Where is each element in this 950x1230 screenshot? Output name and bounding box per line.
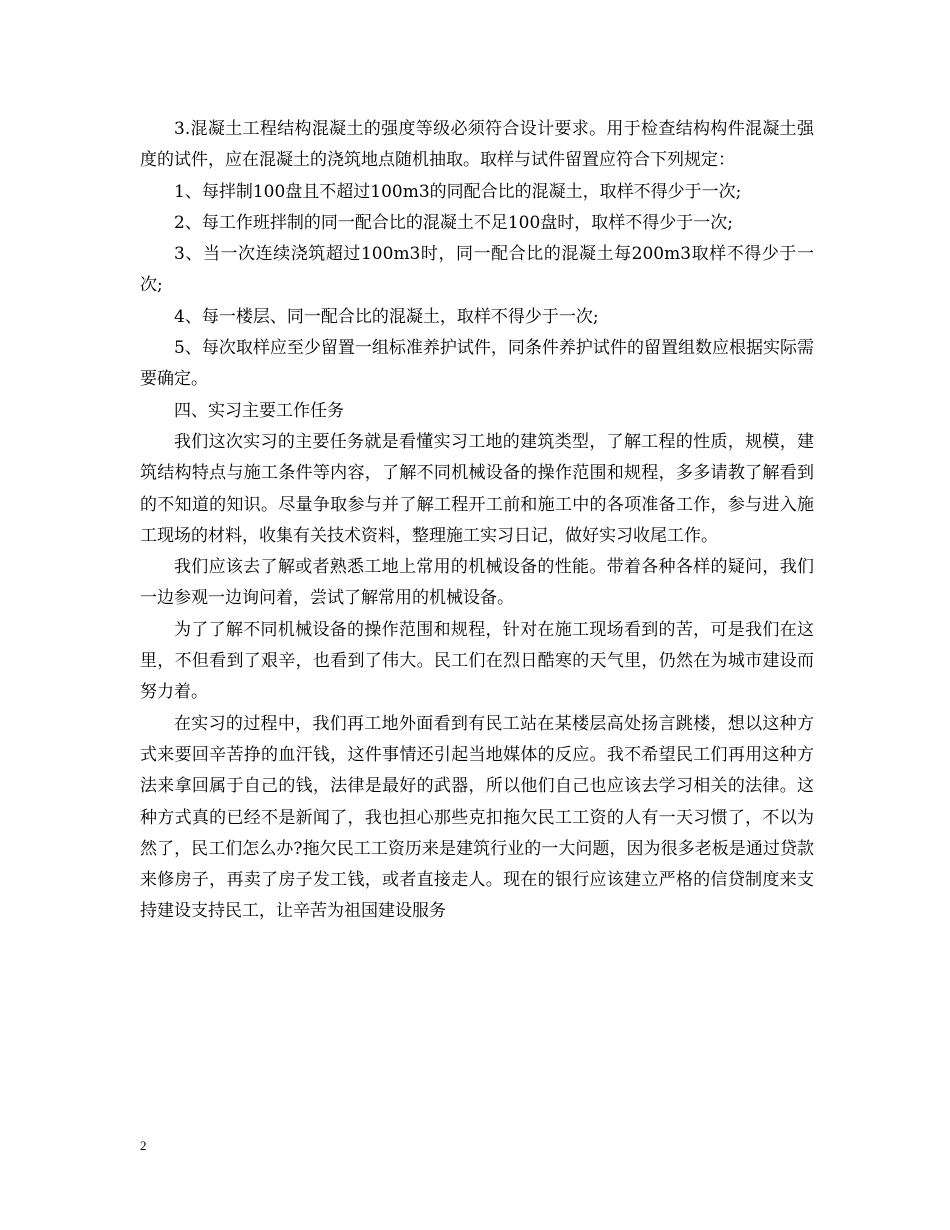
paragraph-concrete-strength: 3.混凝土工程结构混凝土的强度等级必须符合设计要求。用于检查结构构件混凝土强度的试件，应在混凝土的浇筑地点随机抽取。取样与试件留置应符合下列规定： (140, 119, 814, 171)
section-heading: 四、实习主要工作任务 (174, 400, 344, 421)
paragraph-wages: 在实习的过程中，我们再工地外面看到有民工站在某楼层高处扬言跳楼，想以这种方式来要回辛苦挣的血汗钱，这件事情还引起当地媒体的反应。我不希望民工们再用这种方法来拿回属于自己的钱，法律是最好的武器，所以他们自己也应该去学习相关的法律。这种方式真的已经不是新闻了，我也担心那些克扣拖欠民工工资的人有一天习惯了，不以为然了，民工们怎么办?拖欠民工工资历来是建筑行业的一大问题，因为很多老板是通过贷款来修房子，再卖了房子发工钱，或者直接走人。现在的银行应该建立严格的信贷制度来支持建设支持民工，让辛苦为祖国建设服务 (140, 713, 814, 922)
paragraph-rule-2: 2、每工作班拌制的同一配合比的混凝土不足100盘时，取样不得少于一次; (174, 212, 733, 233)
paragraph-rule-3: 3、当一次连续浇筑超过100m3时，同一配合比的混凝土每200m3取样不得少于一次; (140, 244, 814, 296)
paragraph-rule-4: 4、每一楼层、同一配合比的混凝土，取样不得少于一次; (174, 306, 599, 327)
paragraph-rule-1: 1、每拌制100盘且不超过100m3的同配合比的混凝土，取样不得少于一次; (174, 181, 742, 202)
paragraph-machinery: 我们应该去了解或者熟悉工地上常用的机械设备的性能。带着各种各样的疑问，我们一边参观一边询问着，尝试了解常用的机械设备。 (140, 557, 814, 609)
paragraph-rule-5: 5、每次取样应至少留置一组标准养护试件，同条件养护试件的留置组数应根据实际需要确定。 (140, 338, 814, 390)
body-text (140, 114, 814, 928)
paragraph-workers: 为了了解不同机械设备的操作范围和规程，针对在施工现场看到的苦，可是我们在这里，不但看到了艰辛，也看到了伟大。民工们在烈日酷寒的天气里，仍然在为城市建设而努力着。 (140, 619, 814, 703)
paragraph-main-tasks: 我们这次实习的主要任务就是看懂实习工地的建筑类型，了解工程的性质，规模，建筑结构特点与施工条件等内容，了解不同机械设备的操作范围和规程，多多请教了解看到的不知道的知识。尽量争取参与并了解工程开工前和施工中的各项准备工作，参与进入施工现场的材料，收集有关技术资料，整理施工实习日记，做好实习收尾工作。 (140, 431, 814, 546)
page-number: 2 (140, 1138, 147, 1153)
